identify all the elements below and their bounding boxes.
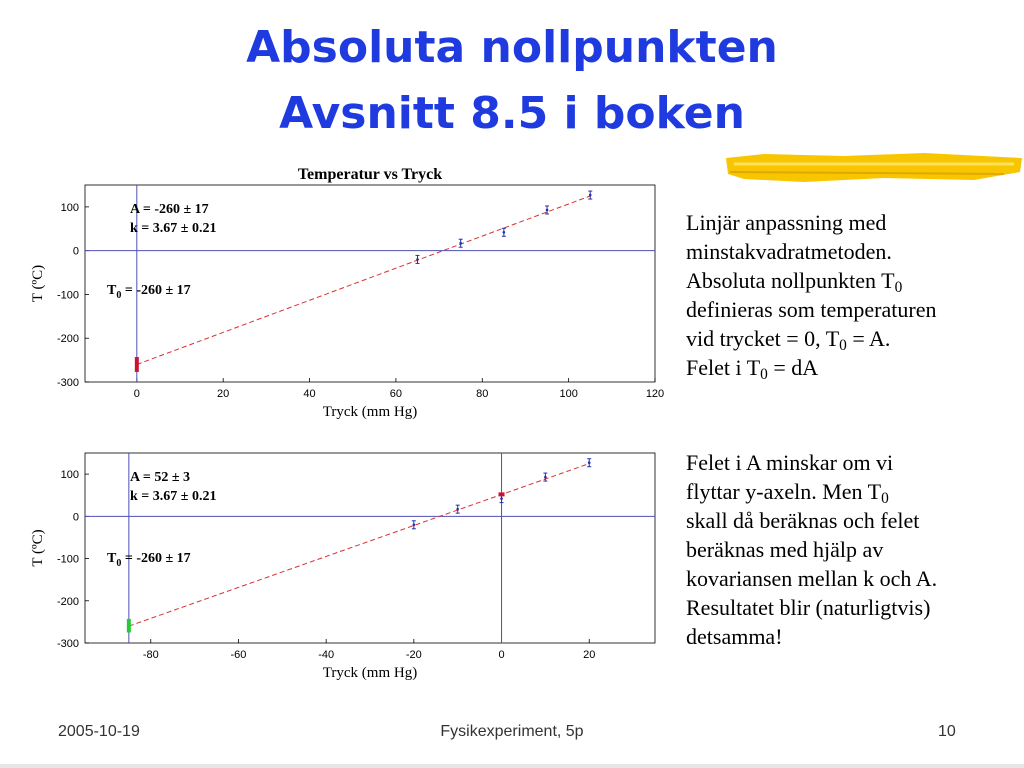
text-line: definieras som temperaturen xyxy=(686,297,937,322)
x-tick-label: 40 xyxy=(303,388,316,400)
annotation-a: A = 52 ± 3 xyxy=(130,470,190,485)
intercept-uncertainty-marker xyxy=(127,619,131,633)
text-line: beräknas med hjälp av xyxy=(686,537,884,562)
x-tick-label: 20 xyxy=(217,388,230,400)
y-tick-label: -300 xyxy=(56,638,79,650)
footer-date: 2005-10-19 xyxy=(58,723,140,740)
x-tick-label: 120 xyxy=(645,388,665,400)
data-point xyxy=(544,476,547,479)
x-tick-label: 20 xyxy=(583,649,596,661)
data-point xyxy=(459,242,462,245)
slide-title-line1: Absoluta nollpunkten xyxy=(246,22,778,73)
x-tick-label: 0 xyxy=(498,649,505,661)
y-tick-label: 100 xyxy=(60,469,79,482)
brush-stroke-decoration xyxy=(724,150,1024,186)
x-tick-label: 60 xyxy=(389,388,403,400)
y-tick-label: -100 xyxy=(56,553,79,566)
data-point xyxy=(416,258,419,261)
explanation-text-2 xyxy=(686,448,1021,651)
chart-shifted-axis xyxy=(30,445,670,695)
y-tick-label: 0 xyxy=(72,245,79,258)
t0-annotation: $T_0 = -260 \pm 17$ xyxy=(107,551,191,569)
data-point xyxy=(589,194,592,197)
data-point xyxy=(503,231,506,234)
text-line: Felet i A minskar om vi xyxy=(686,450,894,475)
slide-title-line2: Avsnitt 8.5 i boken xyxy=(279,88,745,139)
x-tick-label: -20 xyxy=(405,649,422,661)
explanation-text-1 xyxy=(686,208,1021,382)
text-line: vid trycket = 0, $T_0 = A$. xyxy=(686,326,891,354)
text-line: Resultatet blir (naturligtvis) xyxy=(686,595,931,620)
y-tick-label: -100 xyxy=(56,289,79,302)
x-tick-label: -40 xyxy=(318,649,335,661)
footer-bar xyxy=(0,764,1024,768)
x-tick-label: 100 xyxy=(559,388,578,400)
text-line: minstakvadratmetoden. xyxy=(686,239,892,264)
x-axis-label: Tryck (mm Hg) xyxy=(322,665,418,681)
y-axis-label: T (ºC) xyxy=(30,529,46,567)
text-line: Linjär anpassning med xyxy=(686,210,887,235)
x-axis-label: Tryck (mm Hg) xyxy=(322,404,418,420)
text-line: Absoluta nollpunkten $T_0$ xyxy=(686,268,903,296)
footer-course: Fysikexperiment, 5p xyxy=(440,723,584,740)
x-tick-label: -80 xyxy=(142,649,159,661)
annotation-k: k = 3.67 ± 0.21 xyxy=(130,489,217,504)
y-tick-label: -200 xyxy=(56,595,79,608)
text-line: Felet i $T_0$ = dA xyxy=(686,355,819,383)
y-tick-label: -300 xyxy=(56,377,79,389)
y-tick-label: 100 xyxy=(60,201,79,214)
annotation-a: A = -260 ± 17 xyxy=(130,202,209,217)
text-line: kovariansen mellan k och A. xyxy=(686,566,938,591)
y-axis-label: T (ºC) xyxy=(30,264,46,303)
y-tick-label: -200 xyxy=(56,333,79,346)
chart-temperature-vs-pressure xyxy=(30,160,670,425)
data-point xyxy=(413,523,416,526)
chart-title: Temperatur vs Tryck xyxy=(297,166,443,183)
data-point xyxy=(546,209,549,212)
text-line: flyttar y-axeln. Men $T_0$ xyxy=(686,479,889,507)
footer-page-number: 10 xyxy=(938,723,956,740)
text-line: skall då beräknas och felet xyxy=(686,508,920,533)
intercept-marker-shifted xyxy=(499,492,505,496)
x-tick-label: 0 xyxy=(133,388,140,400)
annotation-k: k = 3.67 ± 0.21 xyxy=(130,221,217,236)
t0-annotation: $T_0 = -260 \pm 17$ xyxy=(107,283,191,301)
text-line: detsamma! xyxy=(686,624,783,649)
data-point xyxy=(588,461,591,464)
y-tick-label: 0 xyxy=(72,511,79,524)
data-point xyxy=(500,497,503,500)
data-point xyxy=(456,508,459,511)
x-tick-label: -60 xyxy=(230,649,247,661)
intercept-uncertainty-marker xyxy=(135,357,139,372)
x-tick-label: 80 xyxy=(476,388,489,400)
